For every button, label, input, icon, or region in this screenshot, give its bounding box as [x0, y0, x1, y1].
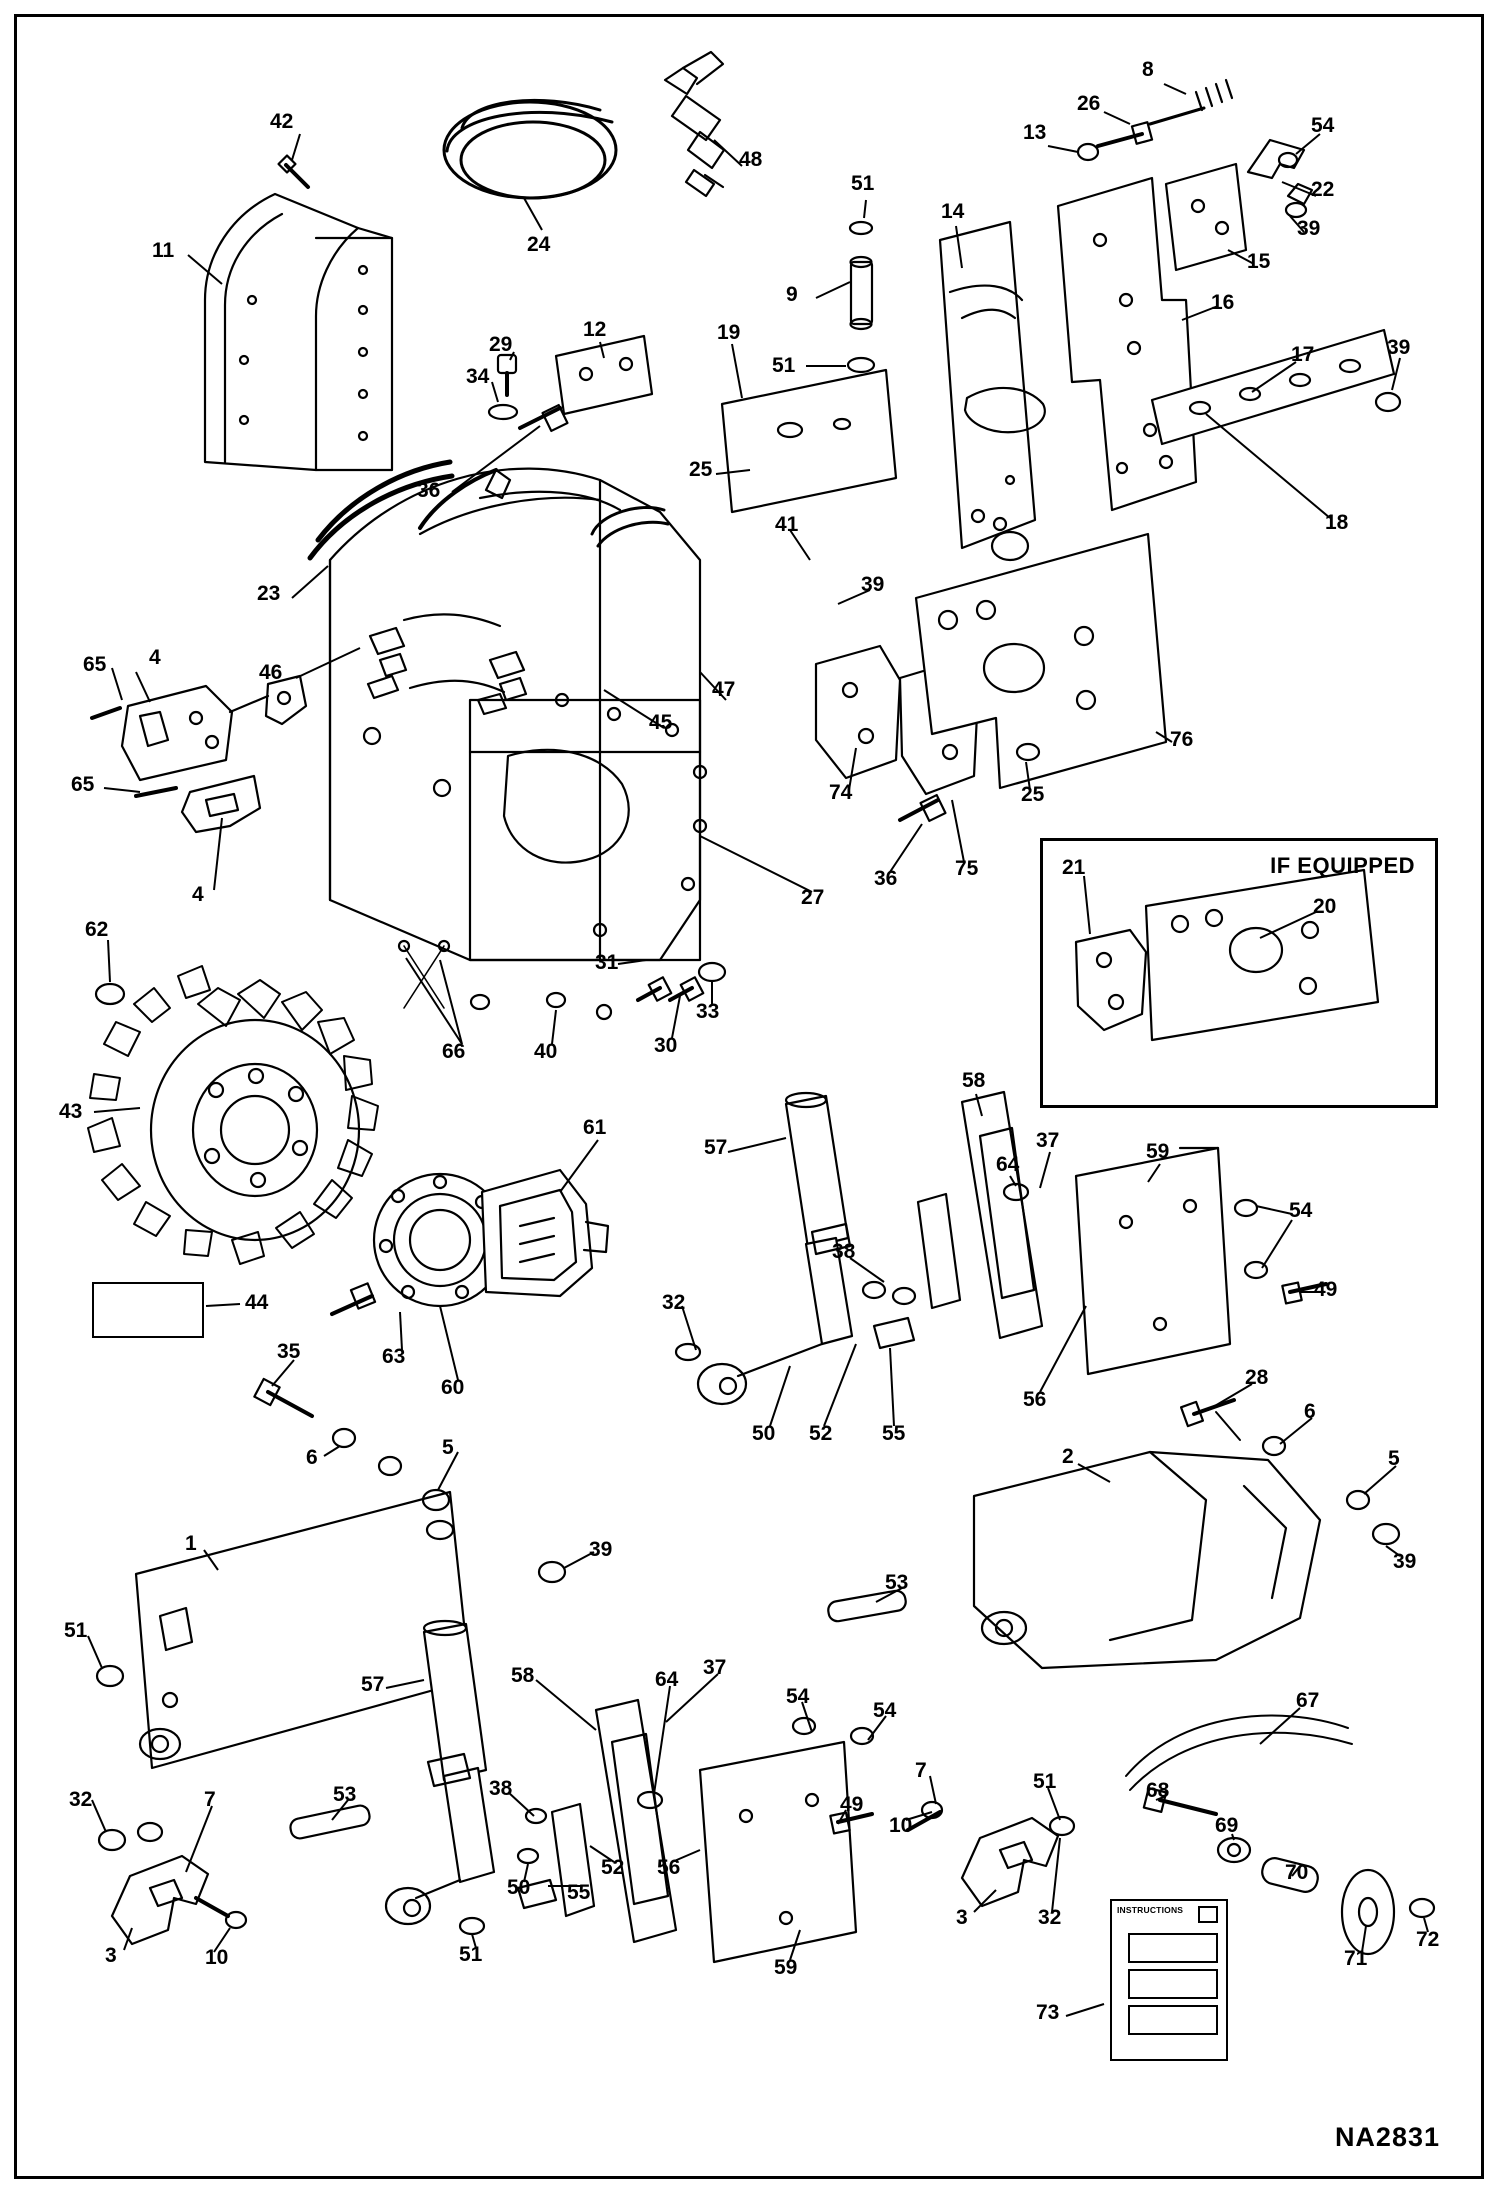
callout-number: 67 [1296, 1689, 1320, 1712]
callout-number: 37 [703, 1656, 727, 1679]
callout-number: 60 [441, 1376, 465, 1399]
callout-number: 17 [1291, 343, 1315, 366]
callout-number: 65 [83, 653, 107, 676]
callout-number: 56 [1023, 1388, 1047, 1411]
callout-number: 21 [1062, 856, 1086, 879]
callout-number: 64 [655, 1668, 679, 1691]
callout-number: 36 [874, 867, 898, 890]
callout-number: 32 [69, 1788, 93, 1811]
callout-number: 58 [511, 1664, 535, 1687]
callout-number: 38 [489, 1777, 513, 1800]
callout-number: 25 [1021, 783, 1045, 806]
callout-number: 59 [774, 1956, 798, 1979]
callout-number: 57 [704, 1136, 728, 1159]
callout-number: 29 [489, 333, 513, 356]
callout-number: 9 [786, 283, 798, 306]
callout-number: 39 [1297, 217, 1321, 240]
if-equipped-label: IF EQUIPPED [1270, 853, 1415, 878]
callout-number: 51 [64, 1619, 88, 1642]
callout-number: 4 [192, 883, 204, 906]
callout-number: 41 [775, 513, 799, 536]
callout-number: 54 [1311, 114, 1335, 137]
callout-number: 73 [1036, 2001, 1060, 2024]
callout-number: 7 [204, 1788, 216, 1811]
callout-number: 13 [1023, 121, 1047, 144]
callout-number: 34 [466, 365, 490, 388]
callout-number: 32 [662, 1291, 686, 1314]
callout-number: 10 [889, 1814, 913, 1837]
callout-number: 25 [689, 458, 713, 481]
callout-number: 51 [1033, 1770, 1057, 1793]
callout-number: 74 [829, 781, 853, 804]
callout-number: 46 [259, 661, 283, 684]
callout-number: 33 [696, 1000, 720, 1023]
callout-number: 1 [185, 1532, 197, 1555]
callout-number: 12 [583, 318, 607, 341]
callout-number: 68 [1146, 1779, 1170, 1802]
callout-number: 15 [1247, 250, 1271, 273]
callout-number: 2 [1062, 1445, 1074, 1468]
callout-number: 10 [205, 1946, 229, 1969]
callout-number: 76 [1170, 728, 1194, 751]
callout-number: 18 [1325, 511, 1349, 534]
callout-number: 61 [583, 1116, 607, 1139]
callout-number: 44 [245, 1291, 269, 1314]
callout-number: 55 [567, 1881, 591, 1904]
callout-number: 31 [595, 951, 619, 974]
callout-number: 54 [873, 1699, 897, 1722]
callout-number: 55 [882, 1422, 906, 1445]
callout-number: 71 [1344, 1947, 1368, 1970]
callout-number: 38 [832, 1240, 856, 1263]
callout-number: 42 [270, 110, 294, 133]
callout-number: 49 [840, 1793, 864, 1816]
callout-number: 56 [657, 1856, 681, 1879]
callout-number: 62 [85, 918, 109, 941]
callout-number: 69 [1215, 1814, 1239, 1837]
callout-number: 63 [382, 1345, 406, 1368]
callout-number: 32 [1038, 1906, 1062, 1929]
callout-number: 39 [1393, 1550, 1417, 1573]
callout-number: 39 [1387, 336, 1411, 359]
callout-number: 6 [306, 1446, 318, 1469]
callout-number: 47 [712, 678, 736, 701]
callout-number: 30 [654, 1034, 678, 1057]
callout-number: 52 [809, 1422, 833, 1445]
callout-number: 6 [1304, 1400, 1316, 1423]
callout-number: 39 [589, 1538, 613, 1561]
callout-number: 5 [442, 1436, 454, 1459]
callout-number: 3 [956, 1906, 968, 1929]
callout-number: 51 [459, 1943, 483, 1966]
callout-number: 4 [149, 646, 161, 669]
callout-number: 52 [601, 1856, 625, 1879]
callout-number: 59 [1146, 1140, 1170, 1163]
callout-number: 16 [1211, 291, 1235, 314]
callout-number: 53 [885, 1571, 909, 1594]
callout-number: 64 [996, 1153, 1020, 1176]
callout-number: 14 [941, 200, 965, 223]
callout-number: 19 [717, 321, 741, 344]
callout-number: 49 [1314, 1278, 1338, 1301]
callout-number: 48 [739, 148, 763, 171]
callout-number: 66 [442, 1040, 466, 1063]
callout-number: 70 [1285, 1861, 1309, 1884]
callout-number: 20 [1313, 895, 1337, 918]
callout-number: 23 [257, 582, 281, 605]
callout-number: 43 [59, 1100, 83, 1123]
callout-number: 22 [1311, 178, 1335, 201]
callout-number: 72 [1416, 1928, 1440, 1951]
callout-number: 54 [786, 1685, 810, 1708]
callout-number: 39 [861, 573, 885, 596]
callout-number: 50 [507, 1876, 531, 1899]
callout-number: 65 [71, 773, 95, 796]
callout-number: 54 [1289, 1199, 1313, 1222]
callout-number: 51 [772, 354, 796, 377]
callout-number: 8 [1142, 58, 1154, 81]
callout-number: 51 [851, 172, 875, 195]
callout-number: 37 [1036, 1129, 1060, 1152]
callout-number: 5 [1388, 1447, 1400, 1470]
callout-number: 50 [752, 1422, 776, 1445]
callout-number: 26 [1077, 92, 1101, 115]
callout-number: 27 [801, 886, 825, 909]
callout-number: 11 [152, 239, 175, 262]
drawing-number: NA2831 [1334, 2122, 1440, 2152]
callout-number: 35 [277, 1340, 301, 1363]
callout-number: 45 [649, 711, 673, 734]
callout-number: 3 [105, 1944, 117, 1967]
callout-number: 28 [1245, 1366, 1269, 1389]
callout-number: 40 [534, 1040, 558, 1063]
callout-number: 57 [361, 1673, 385, 1696]
instructions-title: INSTRUCTIONS [1117, 1905, 1184, 1915]
callout-number: 24 [527, 233, 551, 256]
callout-number: 58 [962, 1069, 986, 1092]
callout-number: 36 [417, 479, 441, 502]
callout-number: 75 [955, 857, 979, 880]
callout-number: 7 [915, 1759, 927, 1782]
callout-number: 53 [333, 1783, 357, 1806]
